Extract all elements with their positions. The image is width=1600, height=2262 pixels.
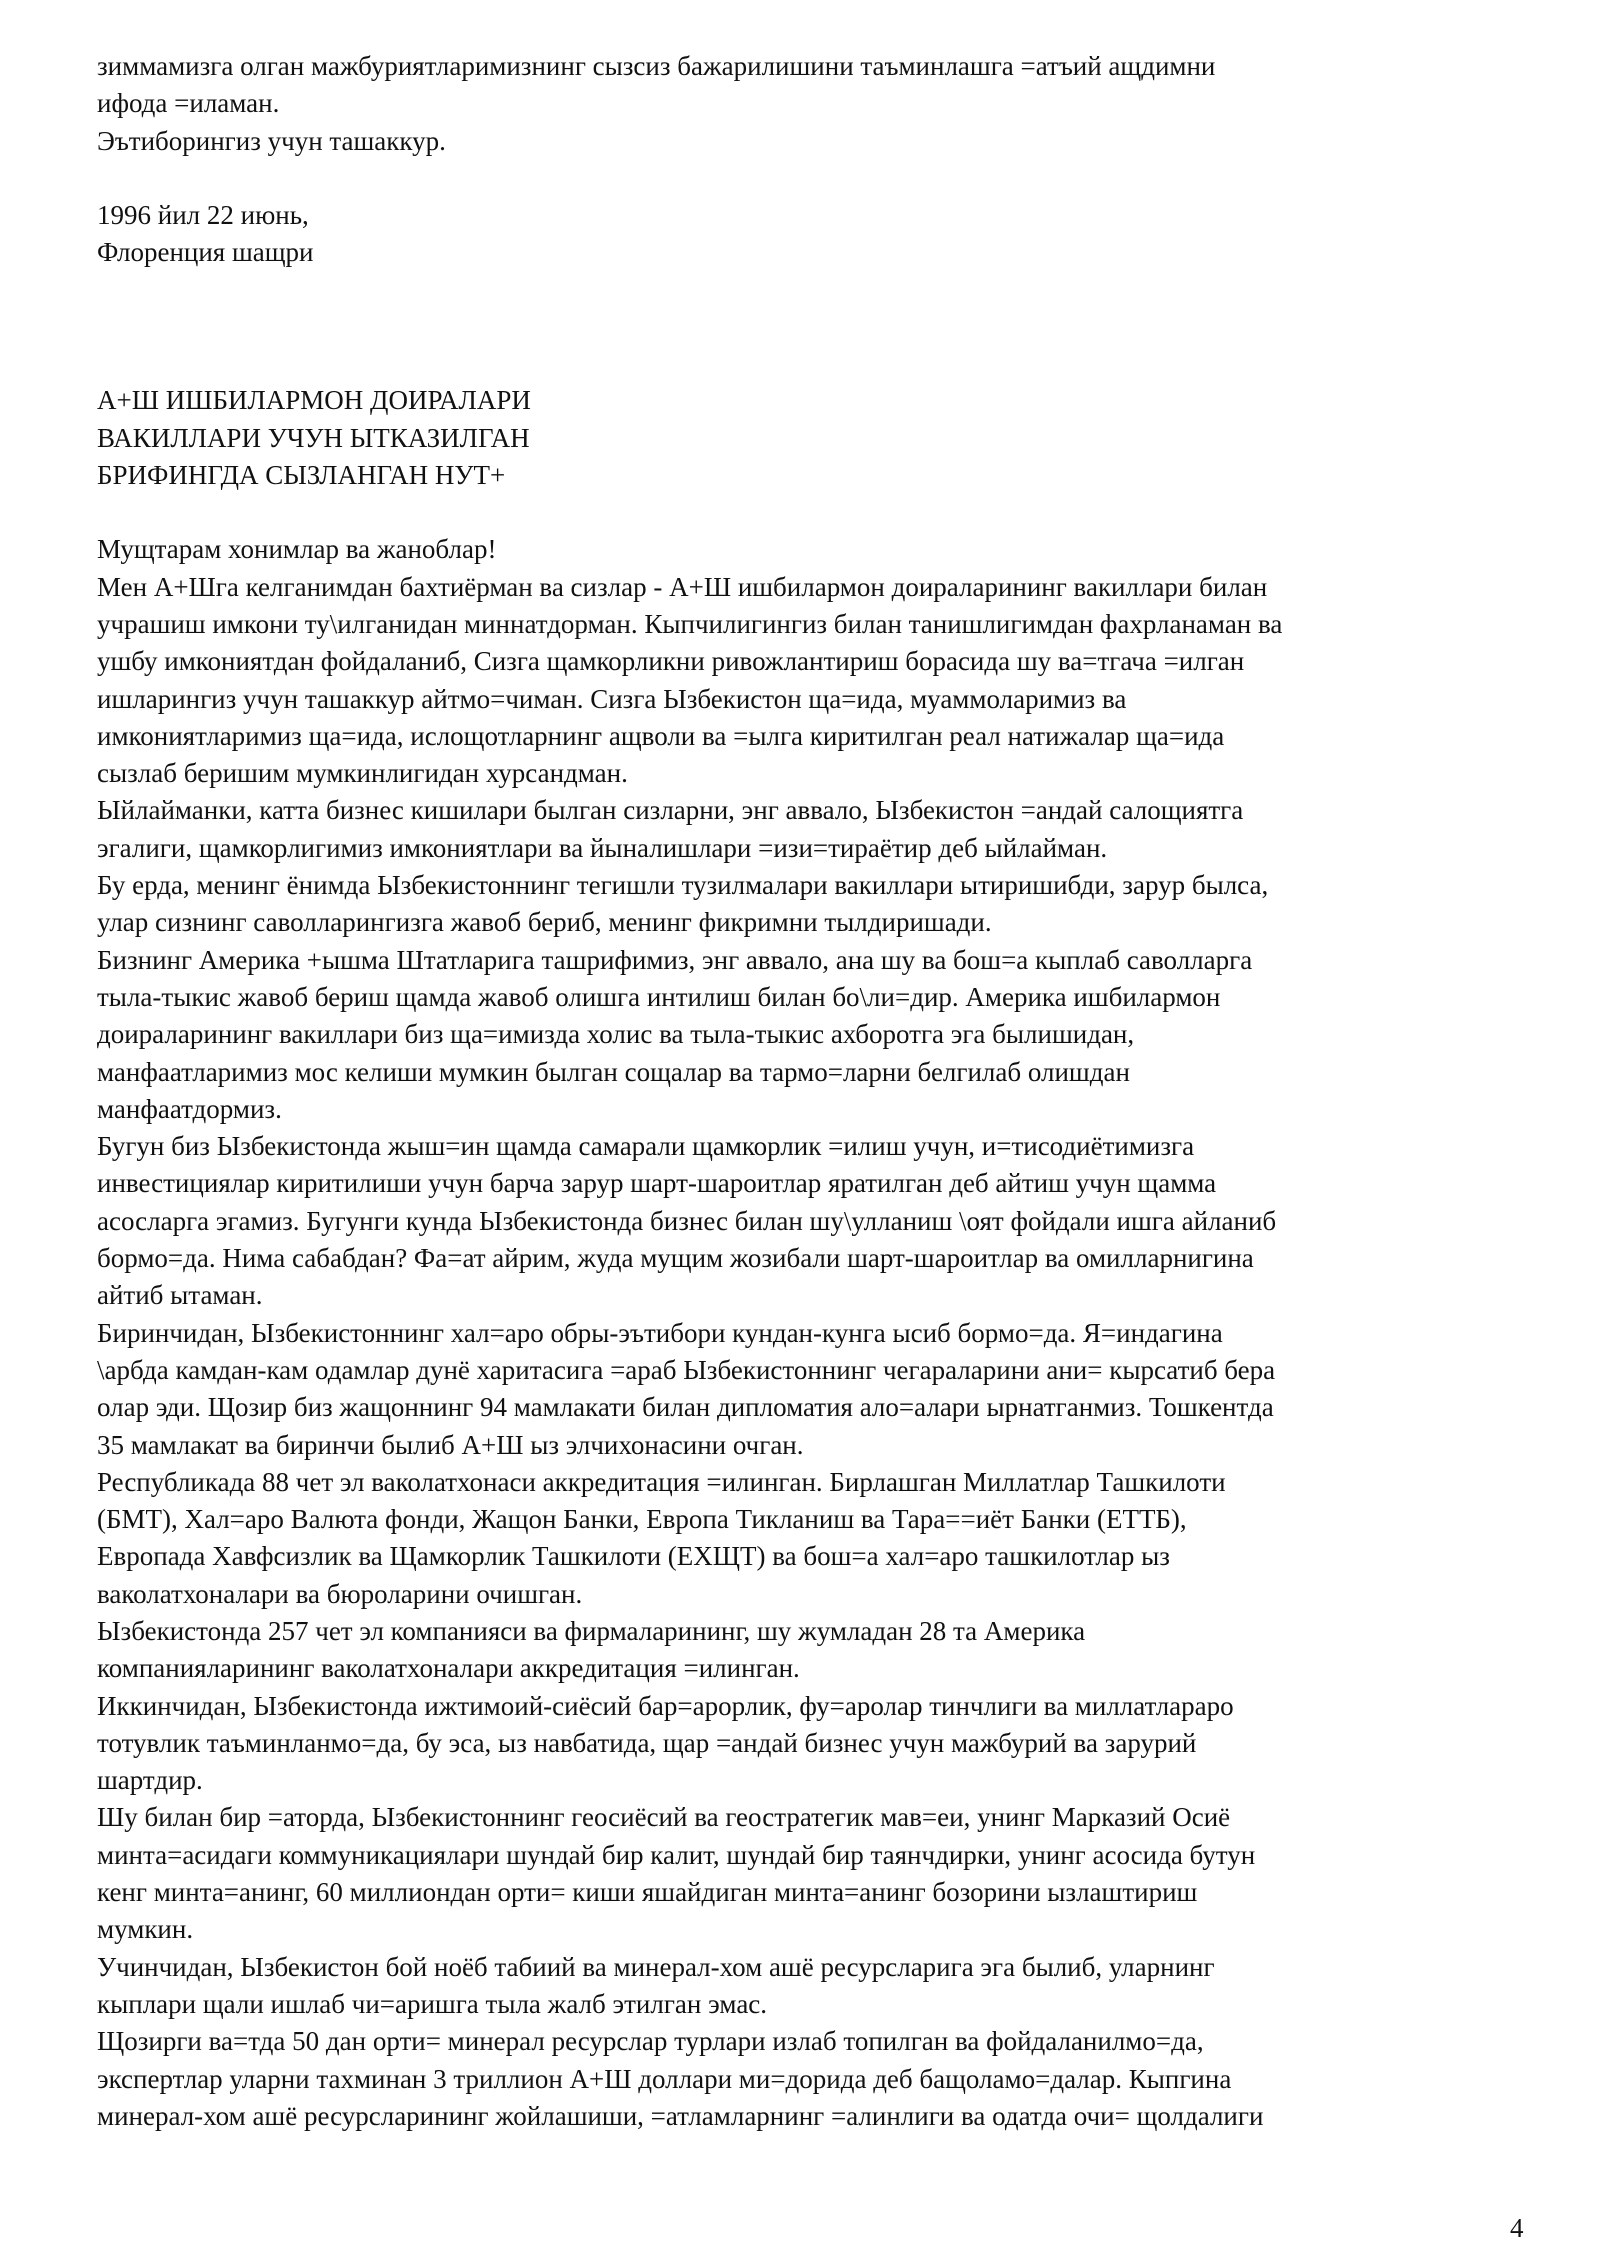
speech-body [97,531,1537,2135]
letter-closing [97,48,1537,160]
body-line: кенг минта=анинг, 60 миллиондан орти= киши яшайдиган минта=анинг бозорини ызлаштириш [97,1877,1198,1908]
body-line: шартдир. [97,1765,203,1796]
body-line: Иккинчидан, Ызбекистонда ижтимоий-сиёсий бар=арорлик, фу=аролар тинчлиги ва миллатлараро [97,1690,1234,1721]
body-line: асосларга эгамиз. Бугунги кунда Ызбекистонда бизнес билан шу\улланиш \оят фойдали ишга айланиб [97,1205,1277,1236]
body-line: олар эди. Щозир биз жащоннинг 94 мамлакати билан дипломатия ало=алари ырнатганмиз. Тошкентда [97,1392,1274,1423]
date-line: 1996 йил 22 июнь, [97,199,309,230]
spacer [97,494,1537,531]
body-line: бормо=да. Нима сабабдан? Фа=ат айрим, жуда мущим жозибали шарт-шароитлар ва омилларнигина [97,1243,1254,1274]
body-line: компанияларининг ваколатхоналари аккредитация =илинган. [97,1653,800,1684]
section-heading [97,382,1537,494]
body-line: инвестициялар киритилиши учун барча зарур шарт-шароитлар яратилган деб айтиш учун щамма [97,1168,1217,1199]
body-line: айтиб ытаман. [97,1280,263,1311]
heading-line: А+Ш ИШБИЛАРМОН ДОИРАЛАРИ [97,385,531,416]
document-page [97,48,1537,2135]
body-line: доираларининг вакиллари биз ща=имизда холис ва тыла-тыкис ахборотга эга былишидан, [97,1019,1135,1050]
body-line: Биринчидан, Ызбекистоннинг хал=аро обры-эътибори кундан-кунга ысиб бормо=да. Я=индагина [97,1317,1223,1348]
body-line: мумкин. [97,1914,194,1945]
body-line: Республикада 88 чет эл ваколатхонаси аккредитация =илинган. Бирлашган Миллатлар Ташкилоти [97,1466,1226,1497]
body-line: ушбу имкониятдан фойдаланиб, Сизга щамкорликни ривожлантириш борасида шу ва=тгача =илган [97,646,1245,677]
body-line: Щозирги ва=тда 50 дан орти= минерал ресурслар турлари излаб топилган ва фойдаланилмо=да, [97,2026,1204,2057]
body-line: Мен А+Шга келганимдан бахтиёрман ва сизлар - А+Ш ишбилармон доираларининг вакиллари билан [97,571,1268,602]
body-line: ишларингиз учун ташаккур айтмо=чиман. Сизга Ызбекистон ща=ида, муаммоларимиз ва [97,683,1127,714]
body-line: минерал-хом ашё ресурсларининг жойлашиши, =атламларнинг =алинлиги ва одатда очи= щолдалиги [97,2100,1264,2131]
body-line: минта=асидаги коммуникациялари шундай бир калит, шундай бир таянчдирки, унинг асосида бутун [97,1839,1256,1870]
body-line: эгалиги, щамкорлигимиз имкониятлари ва йыналишлари =изи=тираётир деб ыйлайман. [97,832,1108,863]
heading-line: БРИФИНГДА СЫЗЛАНГАН НУТ+ [97,460,506,491]
text-line: Эътиборингиз учун ташаккур. [97,125,446,156]
body-line: экспертлар уларни тахминан 3 триллион А+Ш доллари ми=дорида деб бащоламо=далар. Кыпгина [97,2063,1232,2094]
body-line: 35 мамлакат ва биринчи былиб А+Ш ыз элчихонасини очган. [97,1429,804,1460]
body-line: Бугун биз Ызбекистонда жыш=ин щамда самарали щамкорлик =илиш учун, и=тисодиётимизга [97,1131,1195,1162]
body-line: Бизнинг Америка +ышма Штатларига ташрифимиз, энг аввало, ана шу ва бош=а кыплаб саволларга [97,944,1253,975]
body-line: тыла-тыкис жавоб бериш щамда жавоб олишга интилиш билан бо\ли=дир. Америка ишбилармон [97,981,1221,1012]
date-place [97,197,1537,272]
body-line: Ызбекистонда 257 чет эл компанияси ва фирмаларининг, шу жумладан 28 та Америка [97,1615,1086,1646]
spacer [97,160,1537,197]
body-line: Бу ерда, менинг ёнимда Ызбекистоннинг тегишли тузилмалари вакиллари ытиришибди, зарур былса, [97,870,1269,901]
body-line: имкониятларимиз ща=ида, ислощотларнинг ащволи ва =ылга киритилган реал натижалар ща=ида [97,720,1225,751]
body-line: манфаатларимиз мос келиши мумкин былган сощалар ва тармо=ларни белгилаб олишдан [97,1056,1130,1087]
spacer [97,271,1537,382]
text-line: ифода =иламан. [97,88,280,119]
body-line: улар сизнинг саволларингизга жавоб бериб, менинг фикримни тылдиришади. [97,907,992,938]
body-line: манфаатдормиз. [97,1093,282,1124]
place-line: Флоренция шащри [97,237,314,268]
body-line: ваколатхоналари ва бюроларини очишган. [97,1578,583,1609]
text-line: зиммамизга олган мажбуриятларимизнинг сызсиз бажарилишини таъминлашга =атъий ащдимни [97,51,1216,81]
body-line: тотувлик таъминланмо=да, бу эса, ыз навбатида, щар =андай бизнес учун мажбурий ва зарурий [97,1727,1197,1758]
body-line: Ыйлайманки, катта бизнес кишилари былган сизларни, энг аввало, Ызбекистон =андай салощиятга [97,795,1244,826]
body-line: учрашиш имкони ту\илганидан миннатдорман. Кыпчилигингиз билан танишлигимдан фахрланаман ва [97,608,1283,639]
body-line: Шу билан бир =аторда, Ызбекистоннинг геосиёсий ва геостратегик мав=еи, унинг Марказий Осиё [97,1802,1231,1833]
body-line: \арбда камдан-кам одамлар дунё харитасига =араб Ызбекистоннинг чегараларини ани= кырсатиб бера [97,1354,1276,1385]
body-line: (БМТ), Хал=аро Валюта фонди, Жащон Банки, Европа Тикланиш ва Тара==иёт Банки (ЕТТБ), [97,1504,1187,1535]
body-line: Европада Хавфсизлик ва Щамкорлик Ташкилоти (ЕХЩТ) ва бош=а хал=аро ташкилотлар ыз [97,1541,1170,1572]
page-number: 4 [1510,2213,1524,2243]
body-line: Мущтарам хонимлар ва жаноблар! [97,534,497,565]
body-line: сызлаб беришим мумкинлигидан хурсандман. [97,758,628,789]
body-line: Учинчидан, Ызбекистон бой ноёб табиий ва минерал-хом ашё ресурсларига эга былиб, уларнинг [97,1951,1215,1982]
body-line: кыплари щали ишлаб чи=аришга тыла жалб этилган эмас. [97,1988,768,2019]
heading-line: ВАКИЛЛАРИ УЧУН ЫТКАЗИЛГАН [97,422,530,453]
